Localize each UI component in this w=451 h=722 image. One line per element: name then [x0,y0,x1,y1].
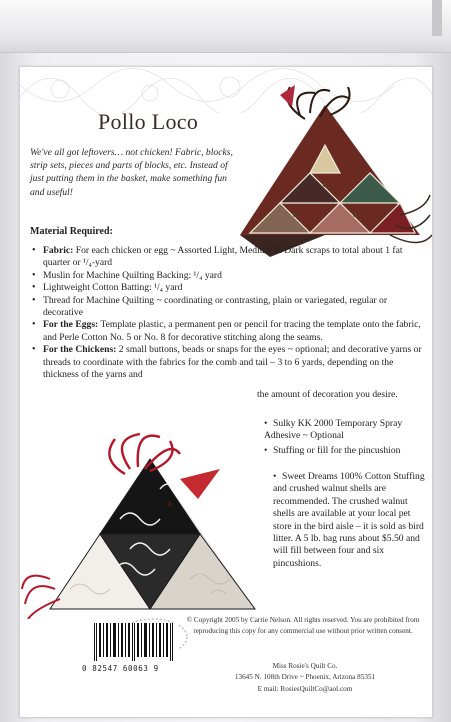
publisher-email: E mail: RosiesQuiltCo@aol.com [257,684,353,693]
publisher-address: 13645 N. 108th Drive ~ Phoenix, Arizona 85351 [234,673,376,682]
intro-text: We've all got leftovers… not chicken! Fabric, blocks, strip sets, pieces and parts of blocks, etc. Instead of just putting them in the basket, make something fun and useful! [30,147,233,198]
pattern-title: Pollo Loco [98,109,199,134]
publisher-info [190,661,420,695]
req-thread: • Thread for Machine Quilting ~ coordinating or contrasting, plain or variegated, regular or decorative [32,295,426,320]
req-eggs: • For the Eggs: Template plastic, a permanent pen or pencil for tracing the template onto the fabric, and Perle Cotton No. 5 or No. 8 for decorative stitching along the seams. [32,319,426,344]
req-muslin: • Muslin for Machine Quilting Backing: ¹/₄ yard [32,270,426,282]
barcode-number: 0 82547 60063 9 [82,664,159,673]
requirements-list [32,245,426,381]
sleeve-tab [432,0,442,36]
egg-pincushion-photo [220,85,432,257]
sleeve-header [0,0,451,53]
chickens-continued: the amount of decoration you desire. [257,389,398,400]
copyright-notice: © Copyright 2005 by Carrie Nelson. All rights reserved. You are prohibited from reproducing this copy for any commercial use without prior written consent. [186,616,420,635]
sub-item-adhesive: • Sulky KK 2000 Temporary Spray Adhesive ~ Optional [264,418,403,442]
chicken-pincushion-photo [20,429,260,619]
pattern-back-cover [19,66,433,718]
sub-item-stuffing: • Stuffing or fill for the pincushion [264,445,401,456]
req-chickens: • For the Chickens: 2 small buttons, beads or snaps for the eyes ~ optional; and decorative yarns or threads to coordinate with the fabrics for the comb and tail – 3 to 6 yards, depending on the thickness of the yarns and [32,344,426,381]
material-required-heading: Material Required: [30,226,113,237]
req-fabric: • Fabric: For each chicken or egg ~ Assorted Light, Medium & Dark scraps to total about 1 fat quarter or ¹/₄-yard [32,245,426,270]
sub-item-walnut: • Sweet Dreams 100% Cotton Stuffing and crushed walnut shells are recommended. The crushed walnut shells are available at your local pet store in the bird aisle – it is sold as bird litter. A 5 lb. bag runs about $5.50 and will fill between four and six pincushions. [273,471,425,569]
req-batting: • Lightweight Cotton Batting: ¹/₄ yard [32,282,426,294]
upc-barcode [92,623,178,661]
publisher-name: Miss Rosie's Quilt Co. [272,662,338,670]
